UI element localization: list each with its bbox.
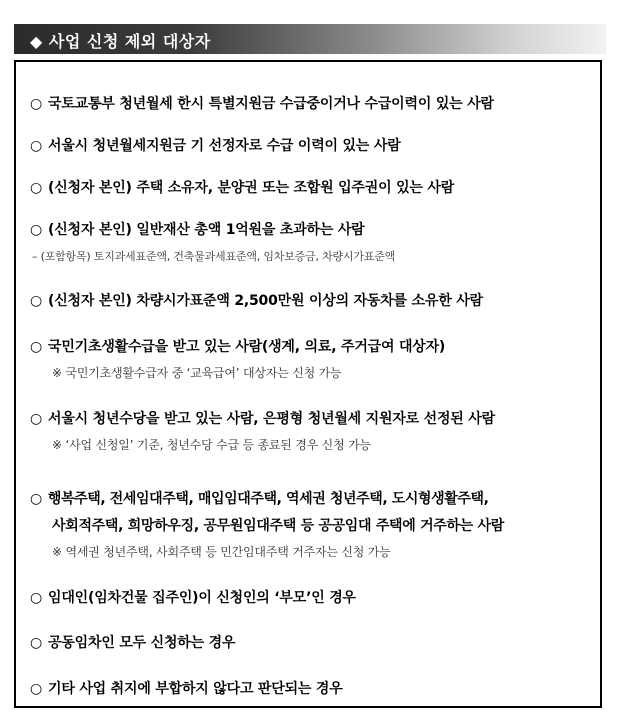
list-item — [30, 488, 489, 508]
list-item-note: ※ 국민기초생활수급자 중 ‘교육급여’ 대상자는 신청 가능 — [52, 366, 342, 380]
circle-bullet-icon: ○ — [30, 180, 43, 196]
section-title — [30, 29, 211, 52]
diamond-icon: ◆ — [30, 32, 43, 51]
list-item — [30, 587, 356, 607]
list-item — [30, 632, 235, 652]
list-item-note: ※ ‘사업 신청일’ 기준, 청년수당 수급 등 종료된 경우 신청 가능 — [52, 438, 371, 452]
list-item-text: 국민기초생활수급을 받고 있는 사람(생계, 의료, 주거급여 대상자) — [48, 339, 446, 355]
list-item — [30, 177, 454, 197]
list-item — [30, 336, 445, 356]
list-item-text: 행복주택, 전세임대주택, 매입임대주택, 역세권 청년주택, 도시형생활주택, — [47, 491, 489, 507]
section-header — [14, 24, 606, 54]
circle-bullet-icon: ○ — [30, 138, 43, 154]
list-item — [30, 93, 494, 113]
list-item — [30, 290, 483, 310]
exclusion-list-box — [14, 60, 602, 708]
section-title-text: 사업 신청 제외 대상자 — [48, 32, 211, 51]
list-item-text: 공동임차인 모두 신청하는 경우 — [48, 635, 236, 651]
list-item-note: – (포함항목) 토지과세표준액, 건축물과세표준액, 임차보증금, 차량시가표준액 — [32, 250, 396, 263]
list-item-text: 국토교통부 청년월세 한시 특별지원금 수급중이거나 수급이력이 있는 사람 — [48, 96, 494, 112]
circle-bullet-icon: ○ — [30, 293, 43, 309]
circle-bullet-icon: ○ — [30, 339, 43, 355]
list-item — [30, 678, 343, 698]
circle-bullet-icon: ○ — [30, 491, 42, 507]
list-item-text: (신청자 본인) 일반재산 총액 1억원을 초과하는 사람 — [48, 222, 365, 238]
list-item-text: 임대인(임차건물 집주인)이 신청인의 ‘부모’인 경우 — [48, 590, 356, 606]
list-item-note: ※ 역세권 청년주택, 사회주택 등 민간임대주택 거주자는 신청 가능 — [52, 545, 391, 559]
list-item-text: (신청자 본인) 주택 소유자, 분양권 또는 조합원 입주권이 있는 사람 — [48, 180, 455, 196]
circle-bullet-icon: ○ — [30, 96, 43, 112]
circle-bullet-icon: ○ — [30, 635, 43, 651]
list-item-text: 서울시 청년월세지원금 기 선정자로 수급 이력이 있는 사람 — [48, 138, 401, 154]
list-item — [30, 219, 365, 239]
list-item — [30, 135, 401, 155]
circle-bullet-icon: ○ — [30, 411, 43, 427]
list-item — [30, 408, 495, 428]
list-item-text-continued: 사회적주택, 희망하우징, 공무원임대주택 등 공공임대 주택에 거주하는 사람 — [52, 518, 504, 534]
list-item-text: 서울시 청년수당을 받고 있는 사람, 은평형 청년월세 지원자로 선정된 사람 — [48, 411, 495, 427]
circle-bullet-icon: ○ — [30, 222, 43, 238]
circle-bullet-icon: ○ — [30, 590, 43, 606]
circle-bullet-icon: ○ — [30, 681, 43, 697]
list-item-text: 기타 사업 취지에 부합하지 않다고 판단되는 경우 — [48, 681, 343, 697]
list-item-text: (신청자 본인) 차량시가표준액 2,500만원 이상의 자동차를 소유한 사람 — [48, 293, 483, 309]
